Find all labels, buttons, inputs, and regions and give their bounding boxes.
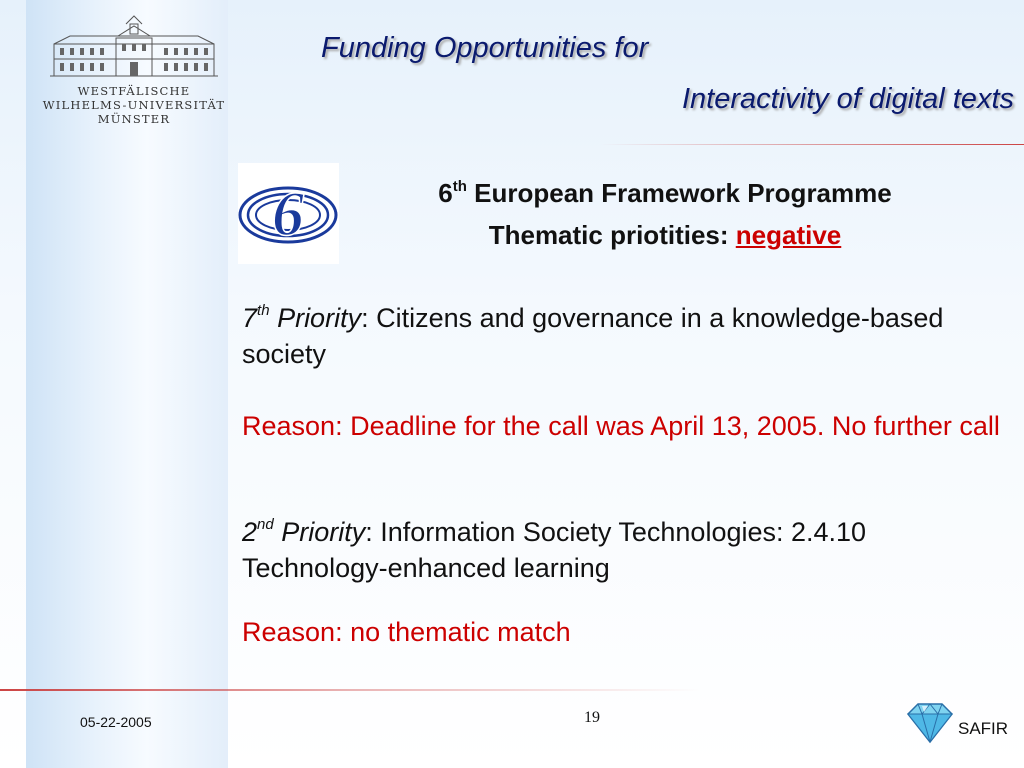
programme-name: European Framework Programme [474, 178, 892, 208]
slide-title-line-2: Interactivity of digital texts [681, 83, 1014, 115]
university-name-line-2: WILHELMS-UNIVERSITÄT [42, 98, 226, 112]
footer-date: 05-22-2005 [80, 714, 152, 730]
priority-1-text: : Citizens and governance in a knowledge-based society [242, 303, 944, 369]
priority-1 [242, 300, 1002, 372]
priority-1-number: 7 [242, 303, 258, 333]
university-logo [40, 14, 228, 126]
thematic-priorities [350, 214, 980, 256]
university-name-line-1: WESTFÄLISCHE [77, 84, 191, 98]
title-divider [600, 144, 1024, 145]
programme-title [350, 172, 980, 214]
diamond-icon [902, 700, 958, 746]
programme-ordinal: th [452, 178, 467, 195]
priority-2-text: : Information Society Technologies: 2.4.10 Technology-enhanced learning [242, 517, 867, 583]
page-number: 19 [584, 709, 600, 726]
slide-title-line-1: Funding Opportunities for [321, 32, 649, 64]
university-name-line-3: MÜNSTER [97, 112, 171, 126]
priority-1-label: Priority [277, 303, 362, 333]
priority-2-label: Priority [281, 517, 366, 547]
priority-2-ordinal: nd [257, 516, 274, 533]
priority-2-number: 2 [242, 517, 258, 547]
fp6-logo [238, 163, 339, 264]
thematic-label: Thematic priotities: [488, 220, 736, 250]
programme-number: 6 [438, 178, 453, 208]
safir-label: SAFIR [958, 719, 1009, 738]
priority-2 [242, 514, 1002, 586]
svg-text:6: 6 [272, 178, 304, 249]
footer-divider [0, 689, 700, 691]
university-building-icon [40, 14, 228, 80]
priority-2-reason: Reason: no thematic match [242, 617, 571, 647]
priority-1-ordinal: th [257, 302, 270, 319]
programme-heading [350, 172, 980, 256]
thematic-result: negative [735, 220, 842, 250]
fp6-logo-icon [238, 163, 339, 264]
priority-1-reason: Reason: Deadline for the call was April 13, 2005. No further call [242, 411, 1000, 441]
